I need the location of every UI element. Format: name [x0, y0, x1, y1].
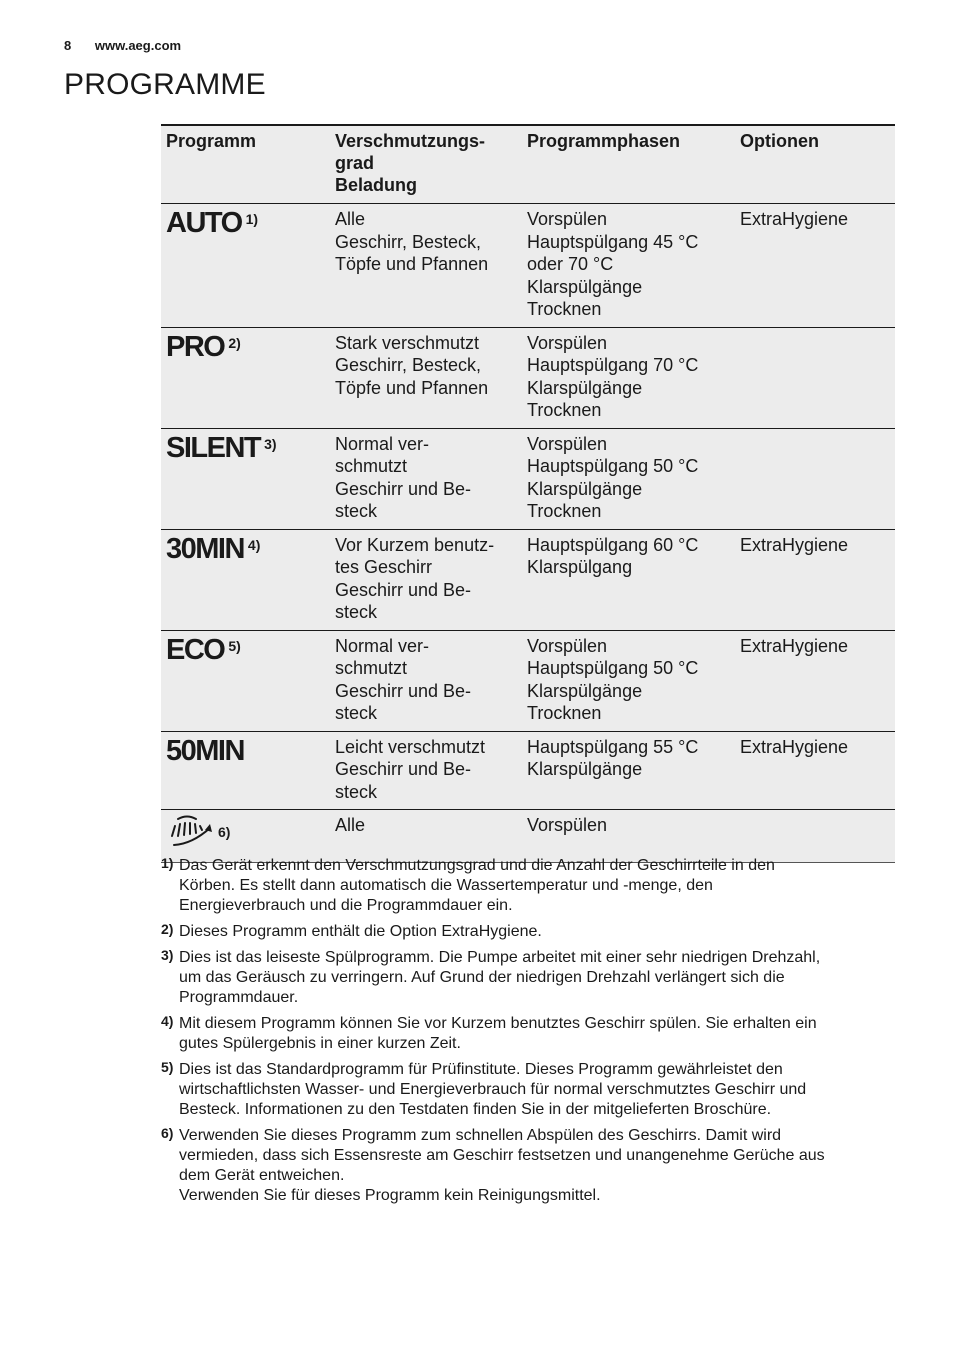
soil-cell: Leicht verschmutzt Geschirr und Be- steck [335, 736, 486, 802]
footnote [161, 1126, 896, 1206]
soil-cell: Stark verschmutzt Geschirr, Besteck, Töpfe und Pfannen [335, 332, 489, 398]
options-cell: ExtraHygiene [740, 635, 849, 656]
footnote-number: 3) [161, 947, 174, 963]
footnote-ref: 4) [247, 536, 261, 553]
page-header [64, 38, 181, 53]
table-row [161, 630, 895, 731]
phases-cell: Hauptspülgang 55 °C Klarspülgänge [527, 736, 699, 779]
phases-cell: Vorspülen Hauptspülgang 50 °C Klarspülgänge Trocknen [527, 635, 699, 723]
footnote-ref: 2) [228, 334, 241, 351]
footnote-text: Dies ist das leiseste Spülprogramm. Die Pumpe arbeitet mit einer sehr niedrigen Drehzahl, um das Geräusch zu verringern. Auf Grund der niedrigen Drehzahl verlängert sich die Programmdauer. [179, 949, 821, 1006]
soil-cell: Vor Kurzem benutz- tes Geschirr Geschirr und Be- steck [335, 534, 495, 622]
program-name: AUTO [166, 207, 242, 239]
options-cell [735, 810, 895, 863]
program-name: 30MIN [166, 532, 244, 565]
table-header-row [161, 125, 895, 204]
program-name: PRO [166, 330, 225, 363]
program-cell [161, 529, 330, 630]
table-row [161, 204, 895, 328]
footnote-number: 5) [161, 1059, 174, 1075]
program-cell [161, 630, 330, 731]
options-cell: ExtraHygiene [740, 534, 849, 555]
phases-cell: Hauptspülgang 60 °C Klarspülgang [527, 534, 699, 577]
table-row [161, 327, 895, 428]
header-verschmutzungsgrad: Verschmutzungs- grad Beladung [335, 131, 486, 195]
program-cell [161, 810, 330, 863]
soil-cell: Normal ver- schmutzt Geschirr und Be- steck [335, 433, 472, 521]
footnote-text: Dies ist das Standardprogramm für Prüfinstitute. Dieses Programm gewährleistet den wirtschaftlichsten Wasser- und Energieverbrauch für normal verschmutztes Geschirr und Besteck. Informationen zu den Testdaten finden Sie in der mitgelieferten Broschüre. [179, 1061, 807, 1118]
options-cell [735, 428, 895, 529]
header-optionen: Optionen [740, 131, 819, 151]
soil-cell: Alle Geschirr, Besteck, Töpfe und Pfannen [335, 209, 489, 274]
table-row [161, 731, 895, 810]
program-cell [161, 731, 330, 810]
soil-cell: Normal ver- schmutzt Geschirr und Be- steck [335, 635, 472, 723]
footnote-ref: 6) [218, 824, 231, 840]
footnote-number: 1) [161, 855, 174, 871]
header-programm: Programm [166, 131, 257, 151]
footnote-ref: 5) [228, 637, 241, 654]
footnote-text: Das Gerät erkennt den Verschmutzungsgrad und die Anzahl der Geschirrteile in den Körben. Es stellt dann automatisch die Wassertemperatur und -menge, den Energieverbrauch und die Programmdauer ein. [179, 857, 775, 914]
program-cell [161, 428, 330, 529]
program-name: ECO [166, 633, 225, 666]
footnote-number: 4) [161, 1013, 174, 1029]
program-cell [161, 204, 330, 328]
table-row [161, 428, 895, 529]
footnote-number: 2) [161, 921, 174, 937]
footnote-ref: 3) [264, 435, 277, 452]
programme-table [161, 124, 895, 863]
phases-cell: Vorspülen [527, 815, 608, 835]
page-number: 8 [64, 38, 72, 53]
table-row [161, 810, 895, 863]
footnote [161, 922, 896, 942]
phases-cell: Vorspülen Hauptspülgang 50 °C Klarspülgänge Trocknen [527, 433, 699, 521]
options-cell: ExtraHygiene [740, 736, 849, 757]
footnote-text: Verwenden Sie dieses Programm zum schnellen Abspülen des Geschirrs. Damit wird vermieden, dass sich Essensreste am Geschirr festsetzen und unangenehme Gerüche aus dem Gerät entweichen. Verwenden Sie für dieses Programm kein Reinigungsmittel. [179, 1127, 825, 1204]
website-url: www.aeg.com [94, 38, 182, 53]
footnote [161, 1014, 896, 1054]
program-name: SILENT [166, 431, 261, 464]
footnote [161, 948, 896, 1008]
rinse-hold-icon [166, 814, 214, 856]
soil-cell: Alle [335, 815, 366, 835]
program-name: 50MIN [166, 734, 244, 767]
options-cell [735, 327, 895, 428]
table-row [161, 529, 895, 630]
footnote-text: Dieses Programm enthält die Option ExtraHygiene. [179, 923, 542, 940]
options-cell: ExtraHygiene [740, 209, 849, 229]
footnote [161, 856, 896, 916]
footnote-ref: 1) [245, 211, 259, 227]
page-title: PROGRAMME [64, 68, 266, 101]
phases-cell: Vorspülen Hauptspülgang 70 °C Klarspülgänge Trocknen [527, 332, 699, 420]
header-programmphasen: Programmphasen [527, 131, 681, 151]
footnote [161, 1060, 896, 1120]
footnote-text: Mit diesem Programm können Sie vor Kurzem benutztes Geschirr spülen. Sie erhalten ein gutes Spülergebnis in einer kurzen Zeit. [179, 1015, 817, 1052]
footnotes [161, 856, 896, 1212]
footnote-number: 6) [161, 1125, 174, 1141]
phases-cell: Vorspülen Hauptspülgang 45 °C oder 70 °C Klarspülgänge Trocknen [527, 209, 699, 319]
program-cell [161, 327, 330, 428]
